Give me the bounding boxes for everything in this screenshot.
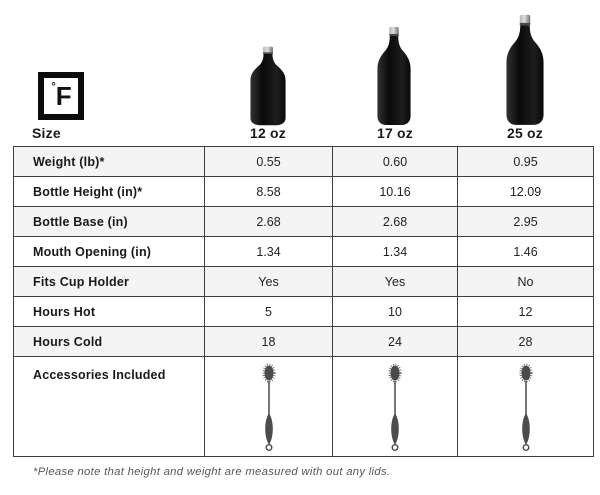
bottle-brush-icon [385,363,405,451]
table-row-base [14,207,594,237]
cell-value: 28 [458,327,594,357]
cell-value: 24 [333,327,458,357]
row-label: Mouth Opening (in) [14,237,205,267]
row-label: Fits Cup Holder [14,267,205,297]
bottle-icon [377,26,411,126]
table-row-weight [14,147,594,177]
cell-value: 10.16 [333,177,458,207]
bottle-12oz-image [250,46,286,131]
row-label: Bottle Base (in) [14,207,205,237]
column-header-25oz: 25 oz [506,125,543,141]
cell-value: 1.34 [205,237,333,267]
bottle-brush-icon [516,363,536,451]
row-label: Accessories Included [14,357,205,457]
cell-value: Yes [205,267,333,297]
bottle-17oz-image [377,26,411,131]
cell-value: 0.95 [458,147,594,177]
size-header-label: Size [32,125,61,141]
cell-value: 2.95 [458,207,594,237]
table-row-accessories [14,357,594,457]
cell-value: No [458,267,594,297]
table-row-hours-cold [14,327,594,357]
accessories-cell [333,357,458,457]
cell-value: 8.58 [205,177,333,207]
footnote-text: *Please note that height and weight are measured with out any lids. [33,466,391,478]
bottle-brush-icon [259,363,279,451]
cell-value: 2.68 [205,207,333,237]
accessories-cell [205,357,333,457]
bottle-icon [250,46,286,126]
cell-value: 5 [205,297,333,327]
cell-value: 0.60 [333,147,458,177]
bottle-25oz-image [506,14,544,131]
cell-value: 0.55 [205,147,333,177]
table-row-height [14,177,594,207]
cell-value: 1.34 [333,237,458,267]
column-header-12oz: 12 oz [249,125,286,141]
bottle-icon [506,14,544,126]
table-row-cupholder [14,267,594,297]
row-label: Bottle Height (in)* [14,177,205,207]
logo-degree-symbol: ° [51,81,56,93]
column-header-17oz: 17 oz [376,125,413,141]
row-label: Hours Hot [14,297,205,327]
row-label: Hours Cold [14,327,205,357]
logo-letter: F [55,81,71,111]
table-row-hours-hot [14,297,594,327]
cell-value: 18 [205,327,333,357]
cell-value: 12.09 [458,177,594,207]
spec-table [13,146,594,457]
cell-value: 2.68 [333,207,458,237]
accessories-cell [458,357,594,457]
row-label: Weight (lb)* [14,147,205,177]
brand-logo-f-icon [38,72,84,120]
cell-value: 12 [458,297,594,327]
cell-value: 10 [333,297,458,327]
cell-value: Yes [333,267,458,297]
cell-value: 1.46 [458,237,594,267]
table-row-mouth [14,237,594,267]
